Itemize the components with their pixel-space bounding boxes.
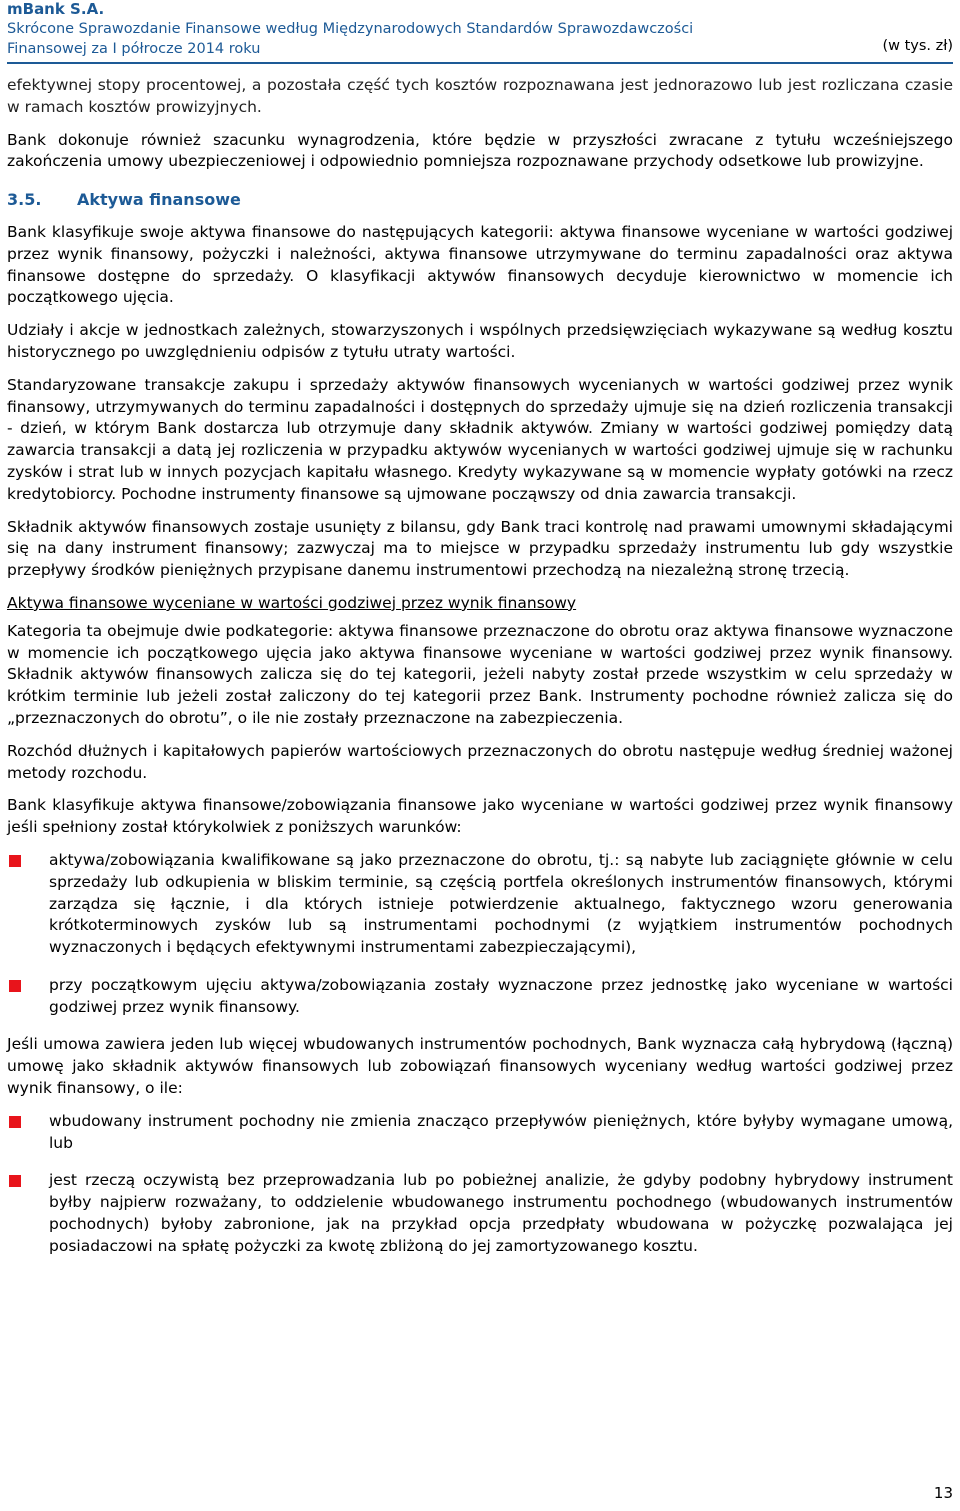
currency-unit: (w tys. zł) — [882, 38, 953, 54]
report-title-line1: Skrócone Sprawozdanie Finansowe według Międzynarodowych Standardów Sprawozdawczości — [7, 21, 694, 37]
section-heading — [7, 189, 953, 211]
paragraph: Standaryzowane transakcje zakupu i sprzedaży aktywów finansowych wycenianych w wartości godziwej przez wynik finansowy, utrzymywanych do terminu zapadalności i dostępnych do sprzedaży ujmuje się na dzień rozliczenia transakcji - dzień, w którym Bank dostarcza lub otrzymuje dany składnik aktywów. Zmiany w wartości godziwej pomiędzy datą zawarcia transakcji a datą jej rozliczenia w przypadku aktywów wycenianych w wartości godziwej ujmuje się w rachunku zysków i strat lub w innych pozycjach kapitału własnego. Kredyty wykazywane są w momencie wypłaty gotówki na rzecz kredytobiorcy. Pochodne instrumenty finansowe są ujmowane począwszy od dnia zawarcia transakcji. — [7, 375, 953, 503]
paragraph: Kategoria ta obejmuje dwie podkategorie: aktywa finansowe przeznaczone do obrotu oraz aktywa finansowe wyznaczone w momencie ich początkowego ujęcia jako aktywa finansowe wyceniane w wartości godziwej przez wynik finansowy. Składnik aktywów finansowych zalicza się do tej kategorii, jeżeli nabyty został przede wszystkim w celu sprzedaży w krótkim terminie lub jeżeli został zaliczony do tej kategorii przez Bank. Instrumenty pochodne również zalicza się do „przeznaczonych do obrotu”, o ile nie zostały przeznaczone na zabezpieczenia. — [7, 621, 953, 727]
list-item-text: wbudowany instrument pochodny nie zmienia znacząco przepływów pieniężnych, które byłyby wymagane umową, lub — [49, 1111, 953, 1152]
bullet-list — [7, 1111, 953, 1258]
bullet-list — [7, 850, 953, 1019]
section-number: 3.5. — [7, 190, 42, 210]
list-item — [7, 1170, 953, 1257]
paragraph: Bank klasyfikuje swoje aktywa finansowe do następujących kategorii: aktywa finansowe wyceniane w wartości godziwej przez wynik finansowy, pożyczki i należności, aktywa finansowe utrzymywane do terminu zapadalności oraz aktywa finansowe dostępne do sprzedaży. O klasyfikacji aktywów finansowych decyduje kierownictwo w momencie ich początkowego ujęcia. — [7, 222, 953, 307]
paragraph: efektywnej stopy procentowej, a pozostała część tych kosztów rozpoznawana jest jednorazowo lub jest rozliczana czasie w ramach kosztów prowizyjnych. — [7, 76, 953, 116]
company-name: mBank S.A. — [7, 0, 105, 18]
red-square-bullet-icon — [9, 855, 21, 867]
list-item-text: przy początkowym ujęciu aktywa/zobowiązania zostały wyznaczone przez jednostkę jako wyceniane w wartości godziwej przez wynik finansowy. — [49, 975, 953, 1016]
list-item — [7, 975, 953, 1019]
paragraph: Rozchód dłużnych i kapitałowych papierów wartościowych przeznaczonych do obrotu następuje według średniej ważonej metody rozchodu. — [7, 741, 953, 782]
paragraph: Bank dokonuje również szacunku wynagrodzenia, które będzie w przyszłości zwracane z tytułu wcześniejszego zakończenia umowy ubezpieczeniowej i odpowiednio pomniejsza rozpoznawane przychody odsetkowe lub prowizyjne. — [7, 130, 953, 171]
list-item — [7, 850, 953, 959]
list-item-text: aktywa/zobowiązania kwalifikowane są jako przeznaczone do obrotu, tj.: są nabyte lub zaciągnięte głównie w celu sprzedaży lub odkupienia w bliskim terminie, są częścią portfela określonych instrumentów finansowych, którymi zarządza się łącznie, i dla których istnieje potwierdzenie aktualnego, faktycznego wzoru generowania krótkoterminowych zysków lub są instrumentami pochodnymi (z wyjątkiem instrumentów pochodnych wyznaczonych i będących efektywnymi instrumentami zabezpieczającymi), — [49, 850, 953, 957]
subheading: Aktywa finansowe wyceniane w wartości godziwej przez wynik finansowy — [7, 593, 577, 612]
document-body — [7, 75, 953, 1274]
page-number: 13 — [933, 1484, 953, 1502]
paragraph: Składnik aktywów finansowych zostaje usunięty z bilansu, gdy Bank traci kontrolę nad prawami umownymi składającymi się na dany instrument finansowy; zazwyczaj ma to miejsce w przypadku sprzedaży instrumentu lub gdy wszystkie przepływy środków pieniężnych przypisane danemu instrumentowi przechodzą na niezależną stronę trzecią. — [7, 517, 953, 580]
report-title-line2: Finansowej za I półrocze 2014 roku — [7, 41, 261, 57]
paragraph: Udziały i akcje w jednostkach zależnych, stowarzyszonych i wspólnych przedsięwzięciach wykazywane są według kosztu historycznego po uwzględnieniu odpisów z tytułu utraty wartości. — [7, 321, 953, 361]
list-item — [7, 1111, 953, 1155]
red-square-bullet-icon — [9, 1116, 21, 1128]
page-header — [7, 0, 953, 59]
header-divider — [7, 62, 953, 64]
red-square-bullet-icon — [9, 980, 21, 992]
red-square-bullet-icon — [9, 1175, 21, 1187]
list-item-text: jest rzeczą oczywistą bez przeprowadzania lub po pobieżnej analizie, że gdyby podobny hybrydowy instrument byłby najpierw rozważany, to oddzielenie wbudowanego instrumentu pochodnego (wbudowanych instrumentów pochodnych) byłoby zabronione, jak na przykład opcja przedpłaty wbudowana w pożyczkę pozwalająca jej posiadaczowi na spłatę pożyczki za kwotę zbliżoną do jej zamortyzowanego kosztu. — [49, 1171, 953, 1255]
section-title: Aktywa finansowe — [77, 190, 241, 210]
paragraph: Jeśli umowa zawiera jeden lub więcej wbudowanych instrumentów pochodnych, Bank wyznacza całą hybrydową (łączną) umowę jako składnik aktywów finansowych lub zobowiązań finansowych wyceniany według wartości godziwej przez wynik finansowy, o ile: — [7, 1035, 953, 1098]
paragraph: Bank klasyfikuje aktywa finansowe/zobowiązania finansowe jako wyceniane w wartości godziwej przez wynik finansowy jeśli spełniony został którykolwiek z poniższych warunków: — [7, 796, 953, 837]
